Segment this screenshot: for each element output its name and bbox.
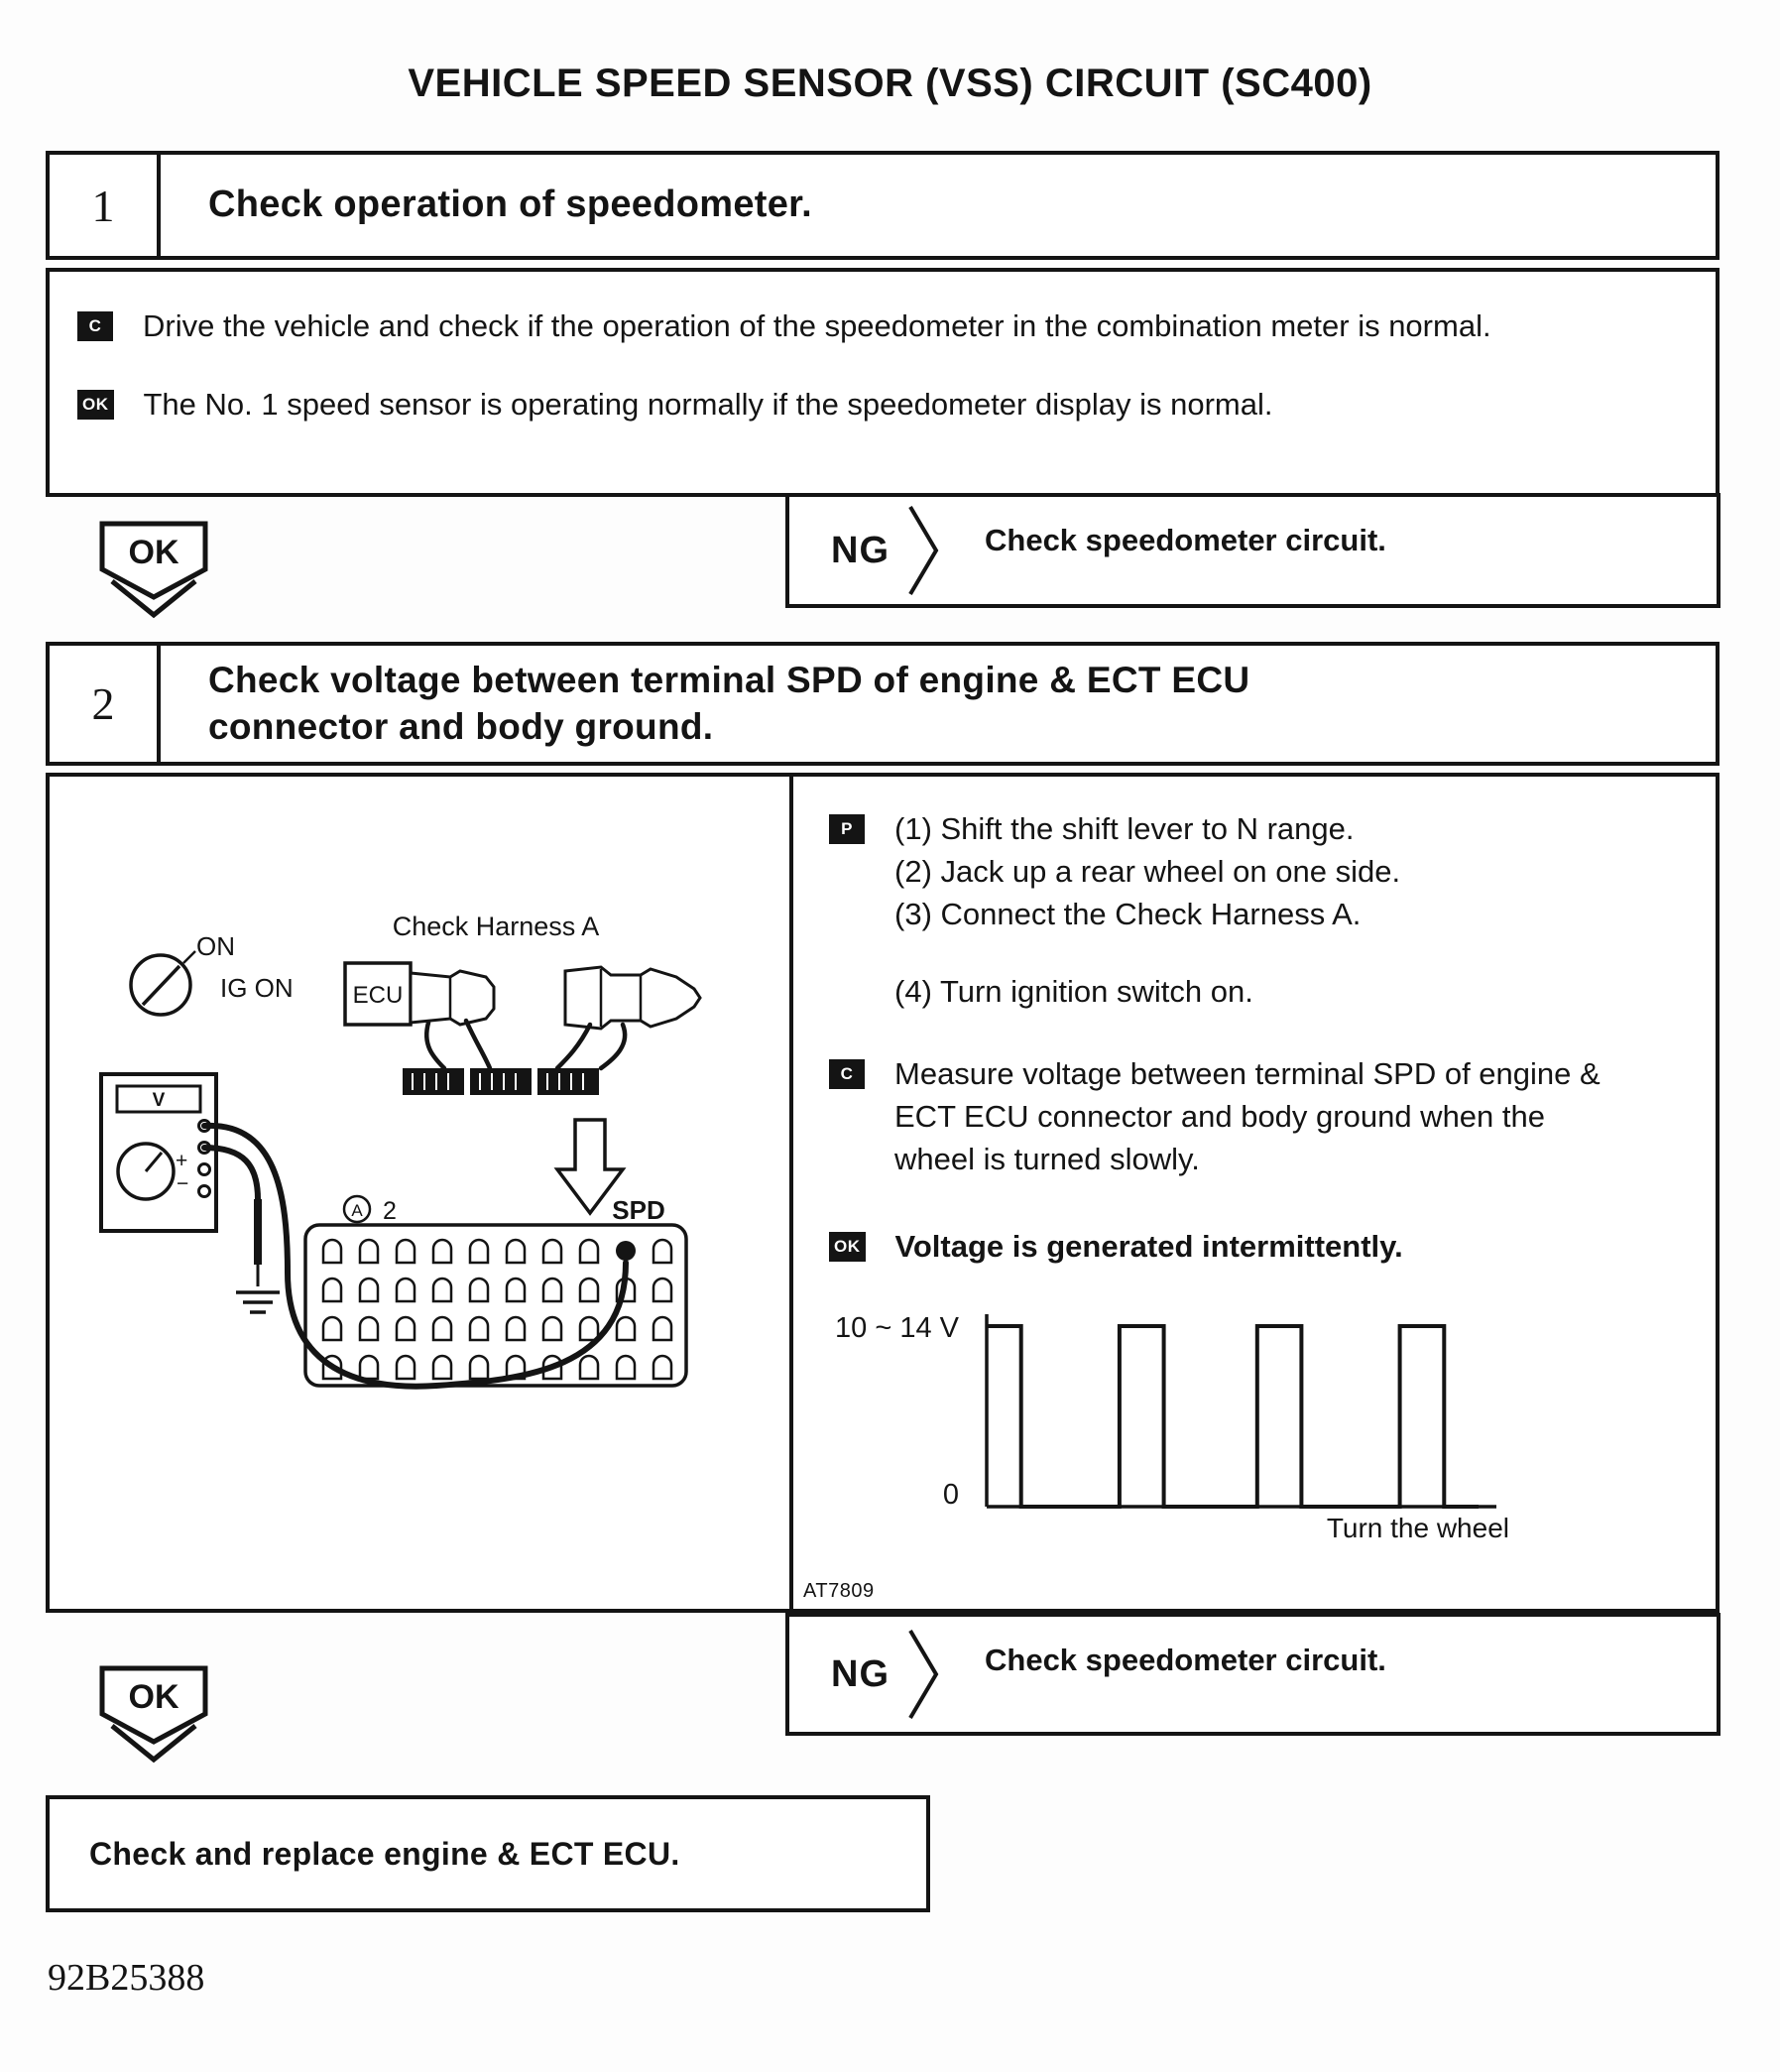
step1-header bbox=[46, 151, 1720, 260]
prep-step-3: (3) Connect the Check Harness A. bbox=[894, 896, 1362, 931]
ok-banner-shape bbox=[98, 520, 209, 631]
step1-body bbox=[46, 268, 1720, 497]
voltmeter-plus-label: + bbox=[176, 1150, 188, 1172]
prep-step-2: (2) Jack up a rear wheel on one side. bbox=[894, 853, 1401, 889]
step2-check-text: Measure voltage between terminal SPD of engine & ECT ECU connector and body ground when the wheel is turned slowly. bbox=[894, 1056, 1601, 1176]
document-code: 92B25388 bbox=[48, 1957, 205, 1999]
step2-prep-item bbox=[829, 808, 1700, 1014]
prepare-icon: P bbox=[829, 814, 865, 844]
step2-result-item bbox=[829, 1226, 1700, 1269]
ng-action-text: Check speedometer circuit. bbox=[985, 523, 1386, 557]
ng-chevron-icon bbox=[907, 1627, 941, 1722]
ecu-label: ECU bbox=[352, 982, 404, 1009]
step1-result-text: The No. 1 speed sensor is operating normally if the speedometer display is normal. bbox=[143, 386, 1273, 422]
check-harness-illustration bbox=[345, 963, 700, 1095]
ng-label: NG bbox=[831, 529, 890, 571]
step1-check-text: Drive the vehicle and check if the operation of the speedometer in the combination meter is normal. bbox=[143, 308, 1491, 343]
figure-code: AT7809 bbox=[803, 1580, 875, 1602]
check-icon: C bbox=[829, 1059, 865, 1089]
check-icon: C bbox=[77, 311, 113, 341]
step2-result-text: Voltage is generated intermittently. bbox=[894, 1229, 1403, 1265]
conclusion-box bbox=[46, 1795, 930, 1912]
step2-check-item bbox=[829, 1053, 1700, 1180]
ok-icon: OK bbox=[829, 1232, 866, 1262]
conclusion-text: Check and replace engine & ECT ECU. bbox=[89, 1835, 680, 1872]
voltage-waveform-chart bbox=[973, 1308, 1508, 1546]
ignition-igon-label: IG ON bbox=[220, 973, 294, 1003]
ok-branch-2 bbox=[98, 1664, 209, 1775]
harness-label: Check Harness A bbox=[392, 912, 600, 941]
step1-number: 1 bbox=[50, 155, 161, 256]
ignition-on-label: ON bbox=[196, 931, 235, 961]
step2-header bbox=[46, 642, 1720, 766]
waveform-y-labels bbox=[829, 1308, 973, 1546]
ng-label: NG bbox=[831, 1652, 890, 1695]
voltmeter-v-label: V bbox=[152, 1090, 166, 1111]
harness-connector-blocks bbox=[403, 1068, 599, 1095]
spd-terminal-dot bbox=[616, 1241, 636, 1261]
ng-chevron-icon bbox=[907, 503, 941, 598]
ng-branch-1 bbox=[785, 493, 1721, 608]
step2-instructions bbox=[793, 777, 1716, 1609]
ignition-switch-icon bbox=[131, 931, 294, 1015]
waveform-x-label: Turn the wheel bbox=[1326, 1513, 1509, 1544]
ng-branch-2 bbox=[785, 1613, 1721, 1736]
voltage-waveform bbox=[829, 1308, 1523, 1554]
step1-result-item bbox=[77, 384, 1676, 427]
step2-body bbox=[46, 773, 1720, 1613]
ok-icon: OK bbox=[77, 390, 114, 420]
prep-steps bbox=[894, 808, 1400, 1014]
prep-step-4: (4) Turn ignition switch on. bbox=[894, 974, 1253, 1010]
ecu-connector-grid bbox=[305, 1195, 686, 1386]
ok-label: OK bbox=[128, 534, 179, 571]
ok-branch-1 bbox=[98, 520, 209, 631]
test-setup-figure bbox=[50, 777, 789, 1609]
spd-terminal-label: SPD bbox=[612, 1195, 665, 1225]
voltmeter-minus-label: − bbox=[177, 1172, 189, 1195]
voltmeter-icon bbox=[101, 1074, 216, 1231]
waveform-high-label: 10 ~ 14 V bbox=[835, 1312, 959, 1345]
step1-title: Check operation of speedometer. bbox=[208, 183, 813, 226]
ng-action-text: Check speedometer circuit. bbox=[985, 1643, 1386, 1677]
page-title: VEHICLE SPEED SENSOR (VSS) CIRCUIT (SC400) bbox=[408, 61, 1372, 105]
connector-number-label: 2 bbox=[383, 1197, 397, 1225]
step2-title: Check voltage between terminal SPD of engine & ECT ECU connector and body ground. bbox=[208, 660, 1250, 747]
ok-label: OK bbox=[128, 1678, 179, 1716]
step2-number: 2 bbox=[50, 646, 161, 762]
waveform-zero-label: 0 bbox=[942, 1479, 959, 1512]
ok-banner-shape bbox=[98, 1664, 209, 1775]
prep-step-1: (1) Shift the shift lever to N range. bbox=[894, 811, 1355, 846]
step1-check-item bbox=[77, 305, 1676, 348]
connector-a-label: A bbox=[351, 1201, 363, 1220]
